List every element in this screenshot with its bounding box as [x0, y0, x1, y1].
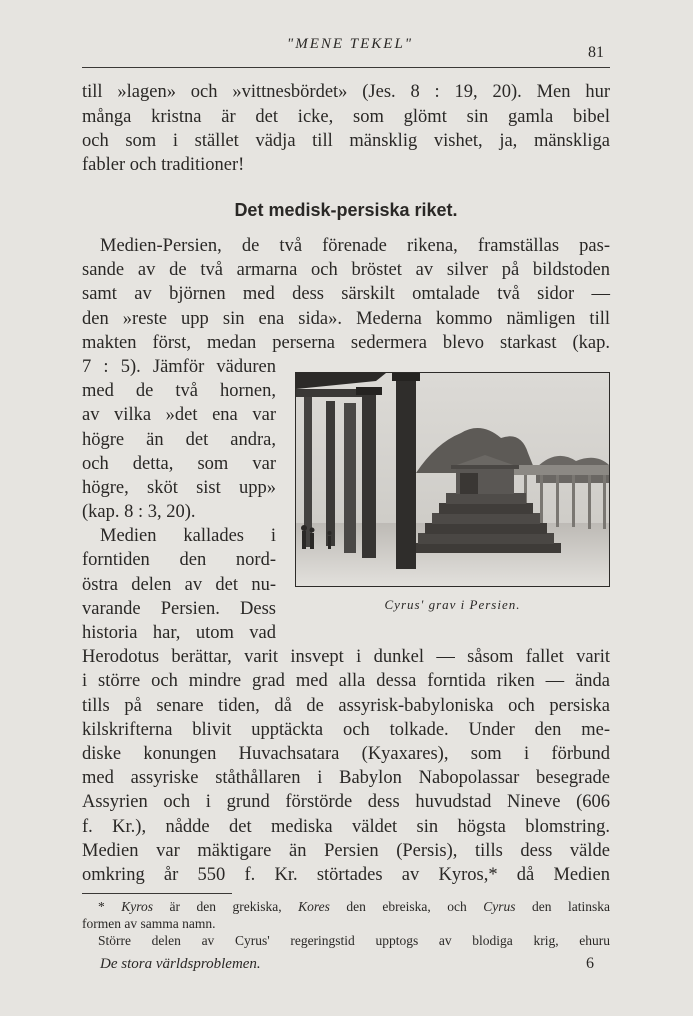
text-line: omkring år 550 f. Kr. störtades av Kyros,* då Medien	[82, 865, 610, 885]
text-line: fabler och traditioner!	[82, 155, 245, 175]
footnote-text: den latinska	[515, 899, 611, 914]
text-line: till »lagen» och »vittnesbördet» (Jes. 8 : 19, 20). Men hur	[82, 82, 610, 102]
page-number: 81	[588, 44, 604, 61]
text-line: sande av de två armarna och bröstet av silver på bildstoden	[82, 260, 610, 280]
running-title: "MENE TEKEL"	[286, 36, 414, 52]
figure-caption: Cyrus' grav i Persien.	[384, 597, 521, 612]
text-line: i större och mindre grad med alla dessa forntida riken — ända	[82, 671, 610, 691]
text-line: av vilka »det ena var	[82, 405, 276, 425]
text-line: (kap. 8 : 3, 20).	[82, 502, 196, 522]
text-line: kilskrifterna blivit upptäckta och tolkade. Under den me-	[82, 720, 610, 740]
footnote-term: Kores	[298, 899, 330, 914]
text-line: Medien kallades i	[100, 526, 276, 546]
text-line: diske konungen Huvachsatara (Kyaxares), som i förbund	[82, 744, 610, 764]
text-line: 7 : 5). Jämför väduren	[82, 357, 276, 377]
text-line: Herodotus berättar, varit insvept i dunkel — såsom fallet varit	[82, 647, 610, 667]
text-line: varande Persien. Dess	[82, 599, 276, 619]
text-line: makten först, medan perserna sedermera blevo starkast (kap.	[82, 333, 610, 353]
footnote-line: Större delen av Cyrus' regeringstid upptogs av blodiga krig, ehuru	[98, 933, 610, 948]
text-line: forntiden den nord-	[82, 550, 276, 570]
text-line: samt av björnen med dess särskilt omtalade två sidor —	[82, 284, 610, 304]
text-line: tills på senare tiden, då de assyrisk-babyloniska och persiska	[82, 696, 610, 716]
text-line: den »reste upp sin ena sida». Mederna kommo nämligen till	[82, 309, 610, 329]
text-line: och detta, som var	[82, 454, 276, 474]
text-line: högre, sköt sist upp»	[82, 478, 276, 498]
text-line: Assyrien och i grund förstörde dess huvudstad Nineve (606	[82, 792, 610, 812]
text-line: med assyriske ståthållaren i Babylon Nabopolassar besegrade	[82, 768, 610, 788]
footnote-rule	[82, 893, 232, 894]
photo-illustration	[296, 373, 609, 586]
text-line: och som i stället vädja till mänsklig vishet, ja, mänskliga	[82, 131, 610, 151]
header-rule	[82, 67, 610, 68]
section-heading: Det medisk-persiska riket.	[234, 200, 458, 220]
footnote-term: Cyrus	[483, 899, 516, 914]
sheet-number: 6	[586, 955, 594, 972]
text-line: Medien-Persien, de två förenade rikena, framställas pas-	[100, 236, 610, 256]
cyrus-tomb-photo	[295, 372, 610, 587]
footnote-term: Kyros	[121, 899, 154, 914]
footnote-line	[98, 898, 610, 916]
text-line: östra delen av det nu-	[82, 575, 276, 595]
text-line: högre än det andra,	[82, 430, 276, 450]
footnote-marker: *	[98, 899, 122, 914]
footnote-text: den ebreiska, och	[329, 899, 484, 914]
text-line: Medien var mäktigare än Persien (Persis), tills dess välde	[82, 841, 610, 861]
footnote-text: är den grekiska,	[153, 899, 299, 914]
text-line: med de två hornen,	[82, 381, 276, 401]
text-line: många kristna är det icke, som glömt sin gamla bibel	[82, 107, 610, 127]
footnote-line: formen av samma namn.	[82, 916, 216, 931]
signature-mark: De stora världsproblemen.	[100, 956, 261, 972]
text-line: f. Kr.), nådde det mediska väldet sin högsta blomstring.	[82, 817, 610, 837]
text-line: historia har, utom vad	[82, 623, 276, 643]
